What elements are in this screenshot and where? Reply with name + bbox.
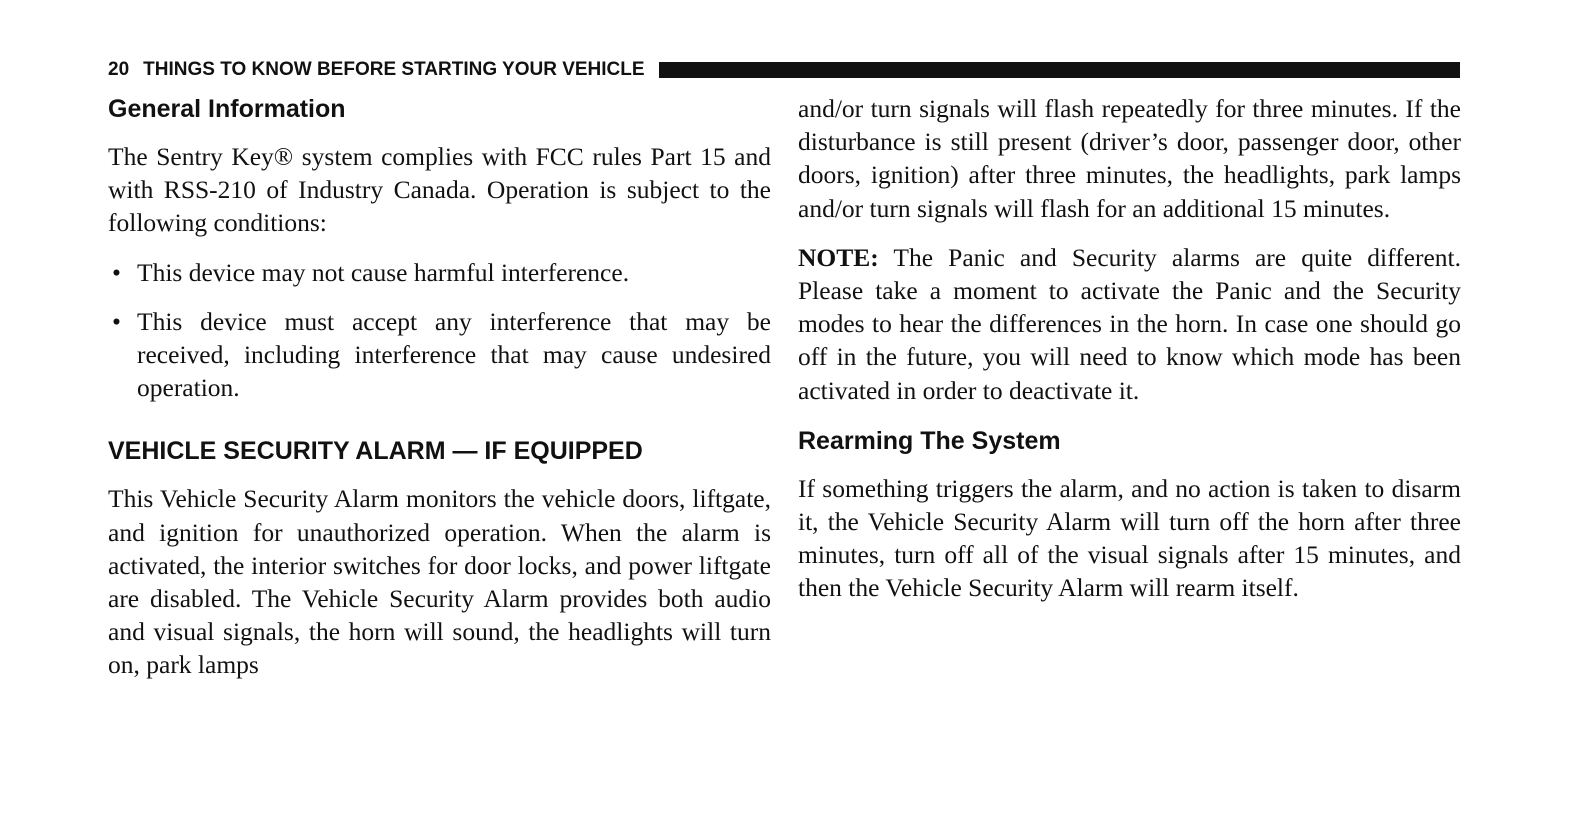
vehicle-security-alarm-paragraph: This Vehicle Security Alarm monitors the vehicle doors, liftgate, and ignition for unauthorized operation. When the alarm is activated, the interior switches for door locks, and power liftgate are disabled. The Vehicle Security Alarm provides both audio and visual signals, the horn will sound, the headlights will turn on, park lamps <box>108 484 771 680</box>
right-column <box>798 92 1461 621</box>
list-item-text: This device must accept any interference that may be received, including interference that may cause undesired operation. <box>137 306 771 403</box>
page-header <box>108 58 1460 82</box>
note-label: NOTE: <box>798 242 879 272</box>
chapter-title: THINGS TO KNOW BEFORE STARTING YOUR VEHICLE <box>143 59 645 80</box>
list-item <box>108 256 771 289</box>
note-paragraph <box>798 241 1461 407</box>
page-number: 20 <box>108 59 130 80</box>
vehicle-security-alarm-heading: VEHICLE SECURITY ALARM — IF EQUIPPED <box>108 437 643 466</box>
header-rule <box>659 62 1460 78</box>
general-information-paragraph: The Sentry Key® system complies with FCC rules Part 15 and with RSS-210 of Industry Canada. Operation is subject to the following conditions: <box>108 142 771 238</box>
general-information-heading: General Information <box>108 95 346 123</box>
list-item <box>108 305 771 405</box>
rearming-paragraph: If something triggers the alarm, and no action is taken to disarm it, the Vehicle Security Alarm will turn off the horn after three minutes, turn off all of the visual signals after 15 minutes, and then the Vehicle Security Alarm will rearm itself. <box>798 473 1461 603</box>
bullet-icon: • <box>112 257 121 287</box>
list-item-text: This device may not cause harmful interference. <box>137 257 630 287</box>
conditions-list <box>108 256 771 405</box>
note-text: The Panic and Security alarms are quite different. Please take a moment to activate the Panic and the Security modes to hear the differences in the horn. In case one should go off in the future, you will need to know which mode has been activated in order to deactivate it. <box>798 242 1461 405</box>
rearming-heading: Rearming The System <box>798 426 1061 455</box>
left-column <box>108 92 771 698</box>
continued-paragraph: and/or turn signals will flash repeatedly for three minutes. If the disturbance is still present (driver’s door, passenger door, other doors, ignition) after three minutes, the headlights, park lamps and/or turn signals will flash for an additional 15 minutes. <box>798 94 1461 223</box>
bullet-icon: • <box>112 306 121 336</box>
